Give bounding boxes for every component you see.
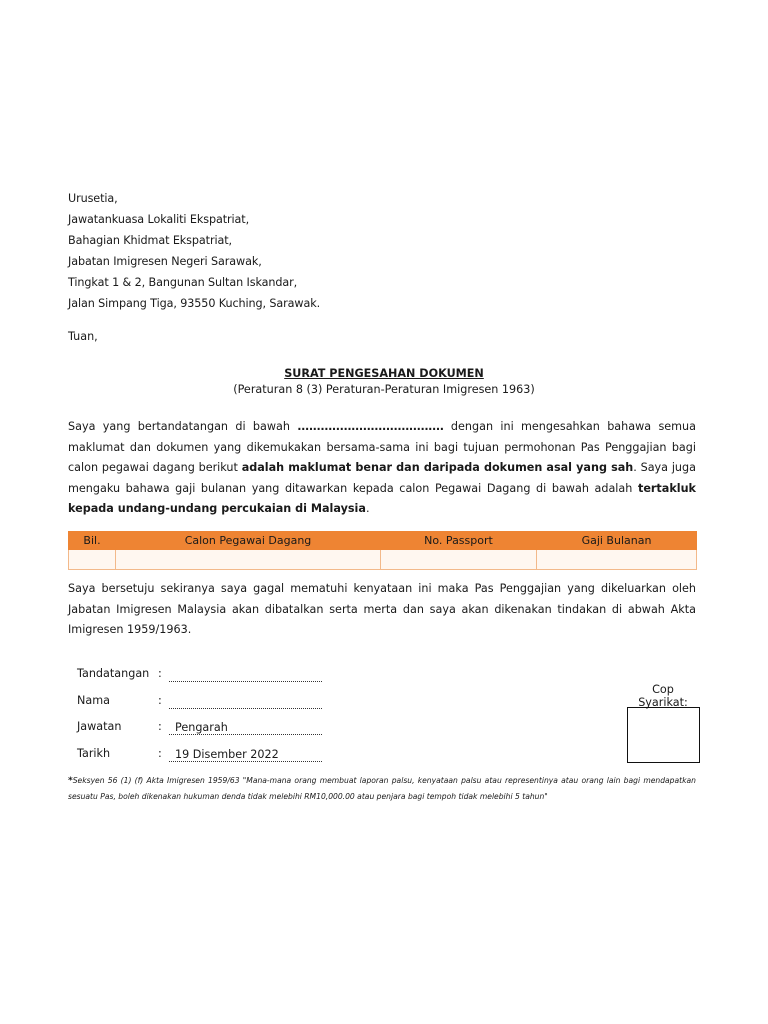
footnote-text: Seksyen 56 (1) (f) Akta Imigresen 1959/63 "Mana-mana orang membuat laporan palsu, kenyataan palsu atau representinya atau orang lain bagi mendapatkan sesuatu Pas, boleh dikenakan hukuman denda tidak melebihi RM10,000.00 atau penjara bagi tempoh tidak melebihi 5 tahun": [68, 776, 696, 801]
declaration-paragraph: [68, 417, 696, 520]
date-line: [169, 745, 322, 762]
position-line: [169, 718, 322, 735]
date-label: Tarikh: [77, 746, 111, 760]
address-line: Bahagian Khidmat Ekspatriat,: [68, 234, 232, 247]
paragraph-text: . Saya juga mengaku bahawa gaji bulanan yang ditawarkan kepada calon Pegawai Dagang di bawah adalah: [68, 461, 696, 495]
footnote: [68, 773, 696, 805]
candidate-table: [68, 531, 697, 570]
paragraph-bold-text: tertakluk kepada undang-undang percukaian di Malaysia: [68, 481, 696, 515]
name-line: [169, 692, 322, 709]
table-cell: [69, 550, 116, 570]
paragraph-text: Saya yang bertandatangan di bawah: [68, 420, 298, 433]
column-header-passport: No. Passport: [381, 532, 537, 550]
column-header-salary: Gaji Bulanan: [537, 532, 697, 550]
paragraph-bold-text: adalah maklumat benar dan daripada dokumen asal yang sah: [241, 461, 634, 474]
colon: :: [158, 746, 162, 760]
table-row: [69, 550, 697, 570]
recipient-address: [68, 188, 320, 314]
document-title: SURAT PENGESAHAN DOKUMEN: [284, 367, 484, 380]
table-header-row: [69, 532, 697, 550]
agreement-paragraph: Saya bersetuju sekiranya saya gagal mematuhi kenyataan ini maka Pas Penggajian yang dikeluarkan oleh Jabatan Imigresen Malaysia akan dibatalkan serta merta dan saya akan dikenakan tindakan di abwah Akta Imigresen 1959/1963.: [68, 582, 696, 636]
signature-label: Tandatangan: [77, 667, 150, 680]
salutation: Tuan,: [68, 330, 98, 343]
paragraph-text: dengan ini mengesahkan bahawa semua maklumat dan dokumen yang dikemukakan bersama-sama ini bagi tujuan permohonan Pas Penggajian bagi calon pegawai dagang berikut: [68, 420, 696, 474]
column-header-candidate: Calon Pegawai Dagang: [116, 532, 381, 550]
table-cell: [537, 550, 697, 570]
colon: :: [158, 693, 162, 707]
stamp-label-line: Syarikat:: [638, 696, 688, 709]
table-cell: [116, 550, 381, 570]
position-value: Pengarah: [175, 721, 228, 734]
address-line: Tingkat 1 & 2, Bangunan Sultan Iskandar,: [68, 276, 298, 289]
signature-line: [169, 665, 322, 682]
address-line: Urusetia,: [68, 192, 118, 205]
position-label: Jawatan: [77, 720, 122, 733]
company-stamp-box: [627, 707, 700, 763]
colon: :: [158, 720, 162, 733]
column-header-bil: Bil.: [69, 532, 116, 550]
colon: :: [158, 667, 162, 680]
company-stamp-label: [626, 683, 700, 709]
name-blank: ......................................: [297, 420, 444, 433]
address-line: Jawatankuasa Lokaliti Ekspatriat,: [68, 213, 250, 226]
document-subtitle: (Peraturan 8 (3) Peraturan-Peraturan Imigresen 1963): [233, 383, 535, 396]
footnote-asterisk: *: [68, 776, 73, 786]
table-cell: [381, 550, 537, 570]
address-line: Jalan Simpang Tiga, 93550 Kuching, Sarawak.: [68, 297, 321, 310]
address-line: Jabatan Imigresen Negeri Sarawak,: [68, 255, 262, 268]
name-label: Nama: [77, 693, 110, 707]
date-value: 19 Disember 2022: [175, 747, 279, 761]
paragraph-text: .: [365, 502, 370, 515]
stamp-label-line: Cop: [652, 683, 674, 696]
